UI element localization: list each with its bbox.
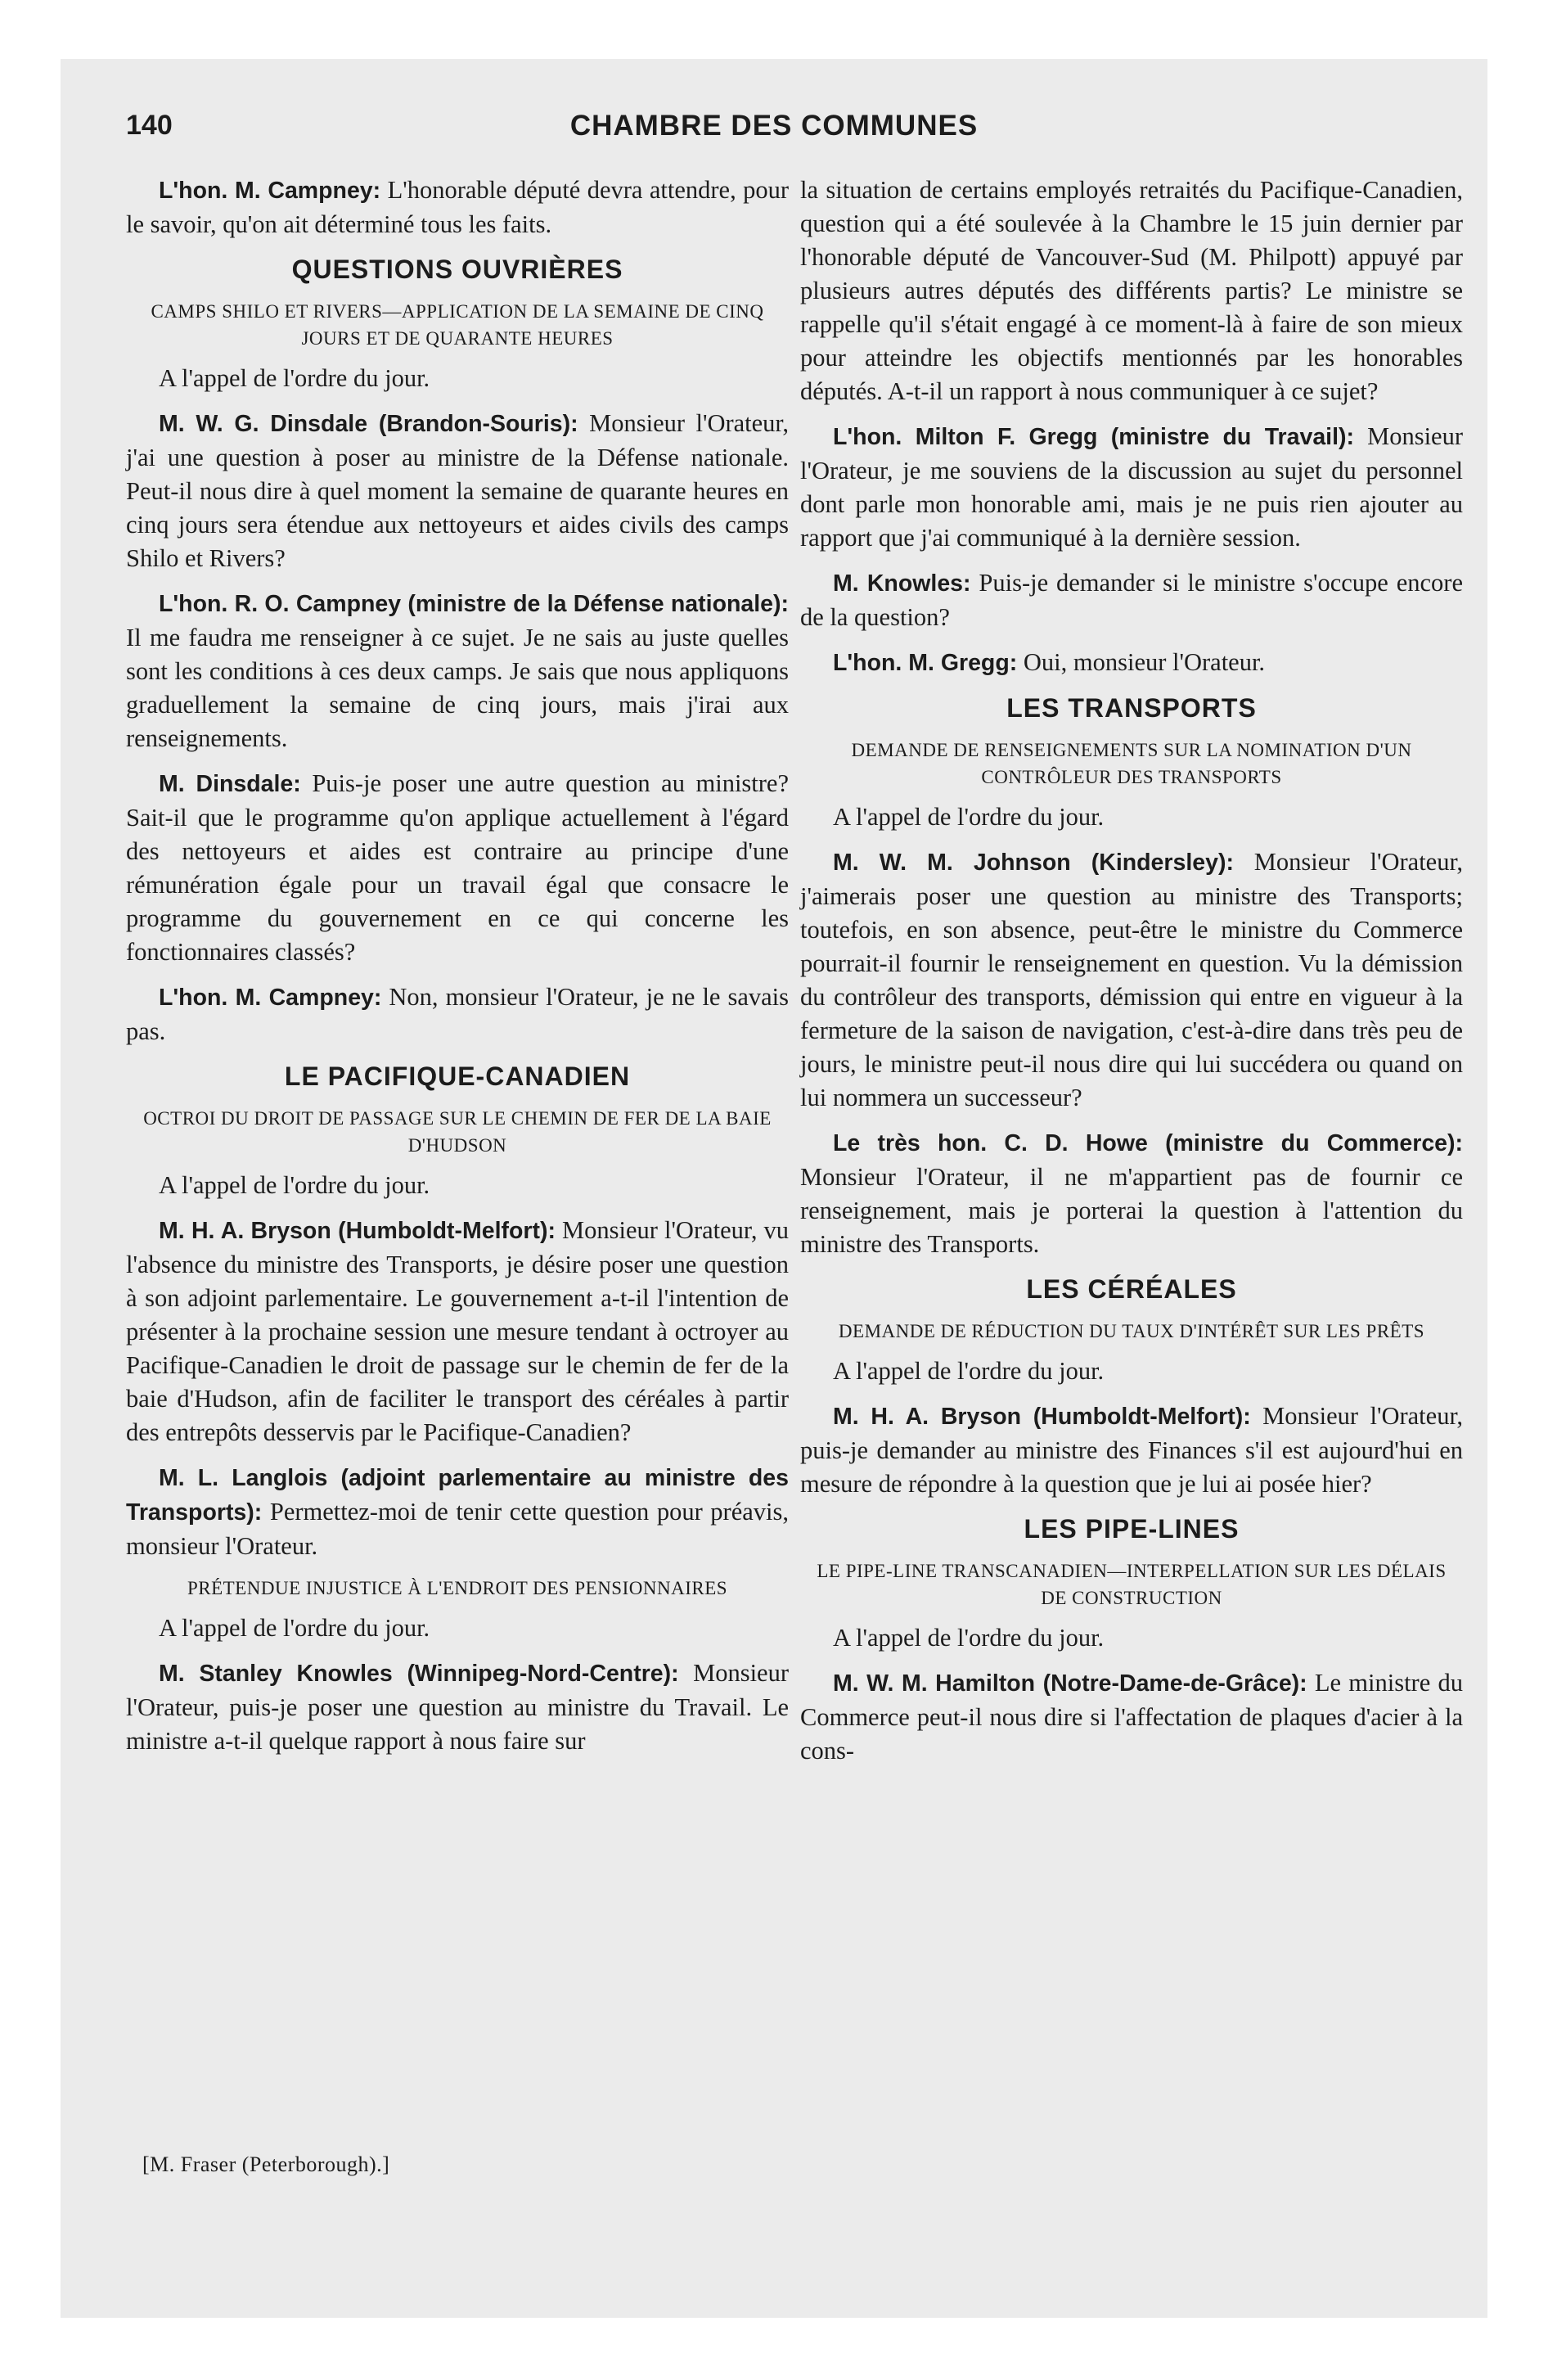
paragraph-text: Monsieur l'Orateur, j'ai une question à poser au ministre de la Défense nationale. Peut-il nous dire à quel moment la semaine de quarante heures en cinq jours sera étendue aux nettoyeurs et aides civils des camps Shilo et Rivers? (126, 409, 789, 572)
speaker-name: M. Knowles: (833, 570, 971, 597)
speaker-name: M. H. A. Bryson (Humboldt-Melfort): (833, 1404, 1251, 1430)
paragraph-text: Puis-je poser une autre question au ministre? Sait-il que le programme qu'on applique actuellement à l'égard des nettoyeurs et aides est contraire au principe d'une rémunération égale pour un travail égal que consacre le programme du gouvernement en ce qui concerne les fonctionnaires classés? (126, 769, 790, 966)
speaker-name: L'hon. M. Campney: (159, 985, 382, 1011)
paragraph (126, 1657, 789, 1758)
paragraph: A l'appel de l'ordre du jour. (833, 1624, 1105, 1652)
paragraph-text: Monsieur l'Orateur, puis-je poser une question au ministre du Travail. Le ministre a-t-il quelque rapport à nous faire sur (126, 1659, 790, 1755)
speaker-name: M. Dinsdale: (159, 771, 301, 797)
paragraph (126, 587, 789, 755)
paragraph: A l'appel de l'ordre du jour. (159, 1614, 430, 1642)
paragraph (800, 566, 1463, 634)
paragraph: A l'appel de l'ordre du jour. (833, 1357, 1105, 1385)
section-subheading: DEMANDE DE RÉDUCTION DU TAUX D'INTÉRÊT SUR LES PRÊTS (838, 1321, 1425, 1341)
paragraph (800, 420, 1463, 555)
paragraph (126, 1461, 789, 1563)
section-subheading: LE PIPE-LINE TRANSCANADIEN—INTERPELLATION SUR LES DÉLAIS DE CONSTRUCTION (817, 1561, 1447, 1608)
left-column (126, 174, 789, 1769)
speaker-name: Le très hon. C. D. Howe (ministre du Commerce): (833, 1130, 1463, 1156)
paragraph-text: Le ministre du Commerce peut-il nous dire si l'affectation de plaques d'acier à la cons- (800, 1669, 1463, 1765)
section-heading: LES TRANSPORTS (1006, 693, 1257, 723)
paragraph (126, 980, 789, 1048)
paragraph (800, 646, 1463, 680)
running-header (126, 110, 1422, 149)
speaker-name: M. H. A. Bryson (Humboldt-Melfort): (159, 1218, 556, 1244)
paragraph (800, 1666, 1463, 1768)
section-subheading: PRÉTENDUE INJUSTICE À L'ENDROIT DES PENSIONNAIRES (187, 1578, 728, 1598)
paragraph (126, 767, 789, 969)
speaker-name: L'hon. R. O. Campney (ministre de la Défense nationale): (159, 591, 789, 617)
section-subheading: CAMPS SHILO ET RIVERS—APPLICATION DE LA SEMAINE DE CINQ JOURS ET DE QUARANTE HEURES (151, 301, 764, 349)
speaker-name: M. W. M. Hamilton (Notre-Dame-de-Grâce): (833, 1670, 1307, 1697)
paragraph: A l'appel de l'ordre du jour. (159, 364, 430, 392)
paragraph: la situation de certains employés retraités du Pacifique-Canadien, question qui a été soulevée à la Chambre le 15 juin dernier par l'honorable député de Vancouver-Sud (M. Philpott) appuyé par plusieurs autres députés des différents partis? Le ministre se rappelle qu'il s'était engagé à ce moment-là à faire de son mieux pour atteindre les objectifs mentionnés par les honorables députés. A-t-il un rapport à nous communiquer à ce sujet? (800, 176, 1463, 405)
page-sheet (61, 59, 1487, 2318)
speaker-name: L'hon. Milton F. Gregg (ministre du Travail): (833, 424, 1355, 450)
paragraph-text: Oui, monsieur l'Orateur. (1023, 648, 1266, 676)
paragraph (800, 1126, 1463, 1261)
paragraph (800, 1400, 1463, 1501)
page-number: 140 (126, 110, 173, 141)
paragraph (126, 1214, 789, 1449)
paragraph: A l'appel de l'ordre du jour. (159, 1171, 430, 1199)
paragraph-text: L'honorable député devra attendre, pour le savoir, qu'on ait déterminé tous les faits. (126, 176, 790, 238)
paragraph (800, 845, 1463, 1115)
paragraph-text: Monsieur l'Orateur, j'aimerais poser une question au ministre des Transports; toutefois, en son absence, peut-être le ministre du Commerce pourrait-il fournir le renseignement en question. Vu la démission du contrôleur des transports, démission qui entre en vigueur à la fermeture de la saison de navigation, c'est-à-dire dans très peu de jours, le ministre peut-il nous dire qui lui succédera ou quand on lui nommera un successeur? (800, 848, 1464, 1111)
paragraph-text: Permettez-moi de tenir cette question pour préavis, monsieur l'Orateur. (126, 1498, 790, 1560)
speaker-name: M. W. M. Johnson (Kindersley): (833, 850, 1234, 876)
paragraph-text: Monsieur l'Orateur, je me souviens de la discussion au sujet du personnel dont parle mon honorable ami, mais je ne puis rien ajouter au rapport que j'ai communiqué à la dernière session. (800, 422, 1464, 552)
paragraph: A l'appel de l'ordre du jour. (833, 803, 1105, 831)
paragraph-text: Monsieur l'Orateur, vu l'absence du ministre des Transports, je désire poser une question à son adjoint parlementaire. Le gouvernement a-t-il l'intention de présenter à la prochaine session une mesure tendant à octroyer au Pacifique-Canadien le droit de passage sur le chemin de fer de la baie d'Hudson, afin de faciliter le transport des céréales à partir des entrepôts desservis par le Pacifique-Canadien? (126, 1216, 790, 1446)
speaker-name: M. Stanley Knowles (Winnipeg-Nord-Centre): (159, 1661, 679, 1687)
paragraph-text: Non, monsieur l'Orateur, je ne le savais pas. (126, 983, 789, 1045)
section-subheading: OCTROI DU DROIT DE PASSAGE SUR LE CHEMIN DE FER DE LA BAIE D'HUDSON (143, 1108, 772, 1156)
speaker-name: M. L. Langlois (adjoint parlementaire au ministre des Transports): (126, 1465, 789, 1526)
right-column (800, 174, 1463, 1779)
section-subheading: DEMANDE DE RENSEIGNEMENTS SUR LA NOMINATION D'UN CONTRÔLEUR DES TRANSPORTS (851, 740, 1412, 787)
paragraph-text: Monsieur l'Orateur, puis-je demander au ministre des Finances s'il est aujourd'hui en mesure de répondre à la question que je lui ai posée hier? (800, 1402, 1464, 1498)
section-heading: QUESTIONS OUVRIÈRES (291, 255, 623, 284)
footer-note: [M. Fraser (Peterborough).] (142, 2152, 390, 2176)
speaker-name: M. W. G. Dinsdale (Brandon-Souris): (159, 411, 578, 437)
page-title: CHAMBRE DES COMMUNES (569, 110, 979, 142)
paragraph-text: Puis-je demander si le ministre s'occupe encore de la question? (800, 569, 1463, 631)
paragraph-text: Monsieur l'Orateur, il ne m'appartient pas de fournir ce renseignement, mais je porterai la question à l'attention du ministre des Transports. (800, 1163, 1463, 1258)
section-heading: LES CÉRÉALES (1026, 1274, 1237, 1304)
paragraph (126, 174, 789, 241)
paragraph (126, 407, 789, 575)
paragraph-text: Il me faudra me renseigner à ce sujet. Je ne sais au juste quelles sont les conditions à ces deux camps. Je sais que nous appliquons graduellement la semaine de cinq jours, mais j'irai aux renseignements. (126, 624, 789, 752)
section-heading: LE PACIFIQUE-CANADIEN (284, 1062, 631, 1091)
section-heading: LES PIPE-LINES (1024, 1514, 1240, 1544)
speaker-name: L'hon. M. Campney: (159, 178, 381, 204)
speaker-name: L'hon. M. Gregg: (833, 650, 1018, 676)
